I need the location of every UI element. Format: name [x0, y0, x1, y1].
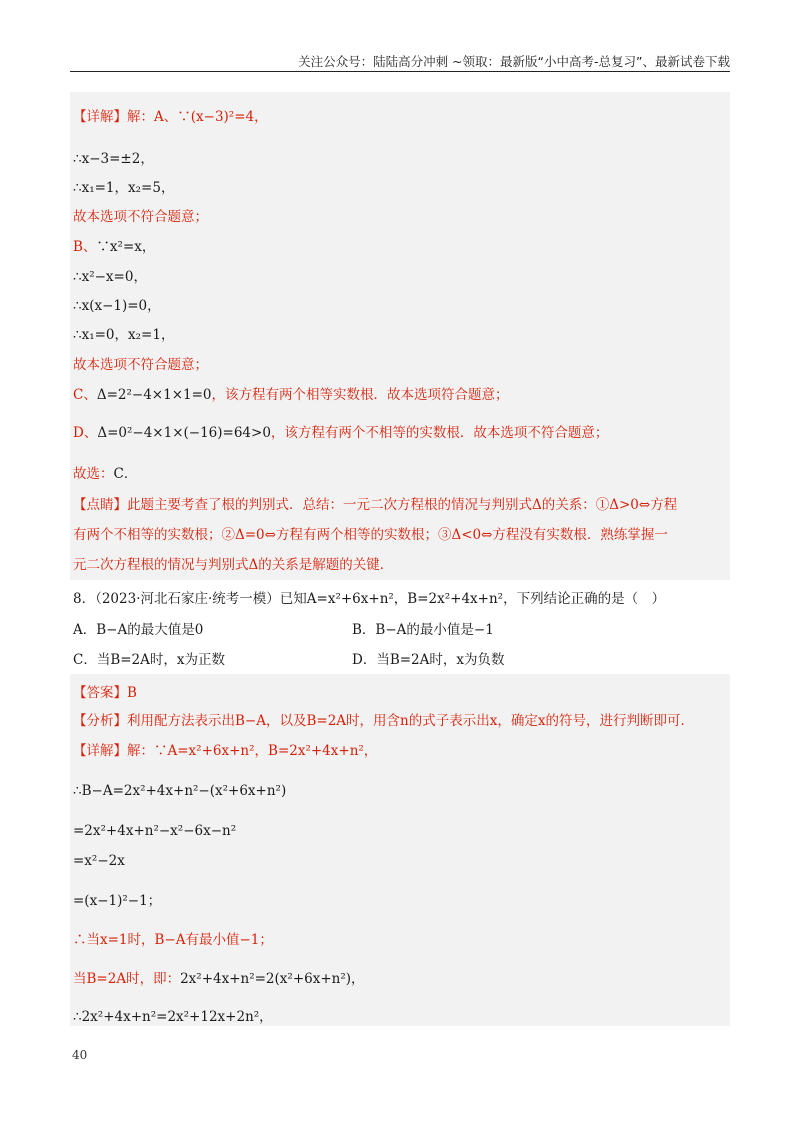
detail-text-q8: 解：∵A=x²+6x+n²，B=2x²+4x+n²， — [127, 743, 378, 759]
sol8-step-3: =x²−2x — [73, 853, 125, 869]
option-d-label: D、 — [73, 425, 98, 441]
sol7-line-10-math: Δ=2²−4×1×1=0 — [96, 387, 212, 403]
option-b-label: B、 — [73, 239, 97, 255]
sol8-step-4: =(x−1)²−1； — [73, 893, 162, 909]
sol7-line-2: ∴x−3=±2， — [73, 151, 154, 167]
analysis-line — [73, 712, 694, 730]
sol7-line-8: ∴x₁=0，x₂=1， — [73, 327, 175, 343]
sol7-line-12 — [73, 465, 137, 483]
sol7-line-15: 元二次方程根的情况与判别式Δ的关系是解题的关键． — [73, 557, 394, 573]
detail-tag-q8: 【详解】 — [73, 743, 127, 759]
sol7-line-13-text: 此题主要考查了根的判别式．总结：一元二次方程根的情况与判别式Δ的关系：①Δ>0⇔方程 — [127, 497, 678, 513]
sol7-line-6: ∴x²−x=0， — [73, 269, 147, 285]
q8-stem: 8．（2023·河北石家庄·统考一模）已知A=x²+6x+n²，B=2x²+4x+n²，下列结论正确的是（ ） — [73, 591, 666, 607]
detail-tag: 【详解】 — [73, 109, 127, 125]
sol7-line-11-text: ，该方程有两个不相等的实数根．故本选项不符合题意； — [270, 425, 609, 441]
sol8-step-1: ∴B−A=2x²+4x+n²−(x²+6x+n²) — [73, 783, 287, 799]
q8-option-a: A．B−A的最大值是0 — [73, 622, 204, 638]
sol7-line-1-text: 解：A、∵(x−3)²=4， — [127, 109, 268, 125]
sol7-line-10 — [73, 386, 509, 404]
sol7-line-7: ∴x(x−1)=0， — [73, 298, 161, 314]
sol7-line-5-text: ∵x²=x， — [96, 239, 156, 255]
sol7-line-4: 故本选项不符合题意； — [73, 209, 208, 225]
sol7-line-13 — [73, 496, 677, 514]
sol8-step-6-text: 当B=2A时，即： — [73, 971, 181, 987]
header-rule — [70, 71, 730, 72]
sol8-step-6-math: 2x²+4x+n²=2(x²+6x+n²)， — [180, 971, 365, 987]
sol7-line-11-math: Δ=0²−4×1×(−16)=64>0 — [97, 425, 271, 441]
option-c-label: C、 — [73, 387, 97, 403]
analysis-tag: 【分析】 — [73, 713, 127, 729]
sol7-line-1 — [73, 108, 268, 126]
sol7-line-14: 有两个不相等的实数根；②Δ=0⇔方程有两个相等的实数根；③Δ<0⇔方程没有实数根．熟练掌握一 — [73, 527, 668, 543]
q8-option-b: B．B−A的最小值是−1 — [352, 622, 494, 638]
sol8-step-5: ∴当x=1时，B−A有最小值−1； — [73, 932, 273, 948]
sol7-line-5 — [73, 238, 155, 256]
q8-option-c: C．当B=2A时，x为正数 — [73, 652, 226, 668]
sol8-step-7: ∴2x²+4x+n²=2x²+12x+2n²， — [73, 1009, 273, 1025]
choice-label: 故选： — [73, 466, 114, 482]
comment-tag: 【点睛】 — [73, 497, 127, 513]
page-header: 关注公众号：陆陆高分冲刺 ~领取：最新版“小中高考-总复习”、最新试卷下载 — [298, 54, 730, 69]
choice-value: C． — [113, 466, 138, 482]
q8-option-d: D．当B=2A时，x为负数 — [352, 652, 505, 668]
page-number: 40 — [72, 1048, 88, 1062]
analysis-text: 利用配方法表示出B−A，以及B=2A时，用含n的式子表示出x，确定x的符号，进行判断即可． — [127, 713, 694, 729]
answer-line: 【答案】B — [73, 685, 137, 701]
sol7-line-10-text: ，该方程有两个相等实数根．故本选项符合题意； — [211, 387, 509, 403]
sol8-step-2: =2x²+4x+n²−x²−6x−n² — [73, 823, 237, 839]
sol7-line-11 — [73, 424, 608, 442]
sol7-line-3: ∴x₁=1，x₂=5， — [73, 180, 175, 196]
sol7-line-9: 故本选项不符合题意； — [73, 357, 208, 373]
sol8-step-6 — [73, 970, 365, 988]
detail-line — [73, 742, 377, 760]
